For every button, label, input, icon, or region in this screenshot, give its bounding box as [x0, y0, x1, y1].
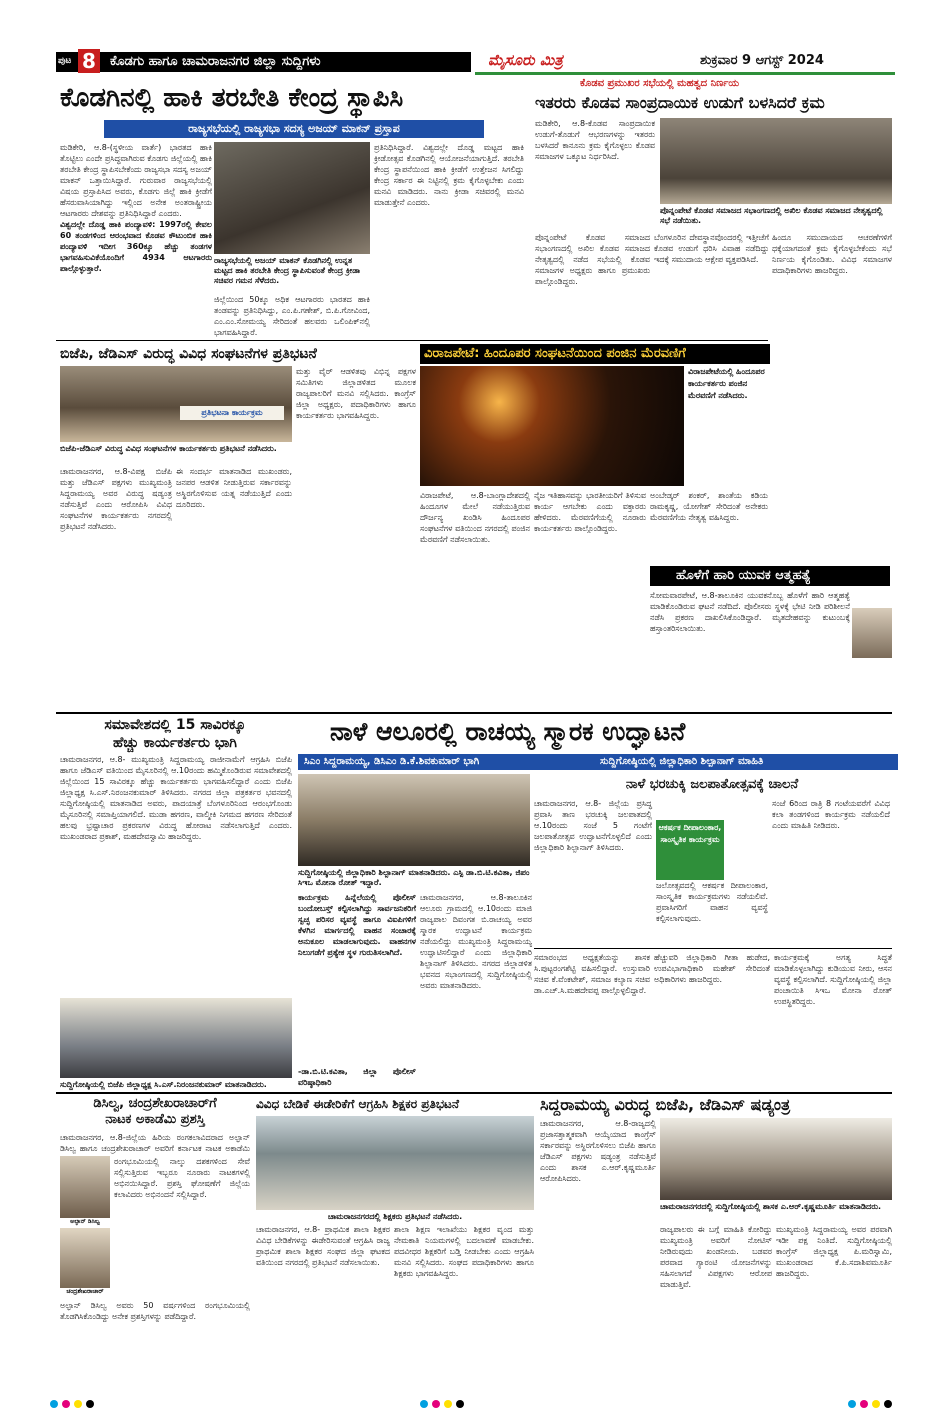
story1-photo [214, 142, 370, 254]
story3-photo-caption: ಬಿಜೆಪಿ-ಜೆಡಿಎಸ್ ವಿರುದ್ಧ ವಿವಿಧ ಸಂಘಟನೆಗಳ ಕಾರ್ಯಕರ್ತರು ಪ್ರತಿಭಟನೆ ನಡೆಸಿದರು. [60, 444, 277, 453]
page-label: ಪುಟ [58, 56, 72, 66]
story1-photo-caption: ರಾಜ್ಯಸಭೆಯಲ್ಲಿ ಅಜಯ್ ಮಾಕನ್ ಕೊಡಗಿನಲ್ಲಿ ಉನ್ನತ ಮಟ್ಟದ ಹಾಕಿ ತರಬೇತಿ ಕೇಂದ್ರ ಸ್ಥಾಪಿಸುವಂತೆ ಕೇಂದ್ರ ಕ್ರೀಡಾ ಸಚಿವರ ಗಮನ ಸೆಳೆದರು. [214, 256, 361, 285]
story8-col3: ಸಂಜೆ 6ರಿಂದ ರಾತ್ರಿ 8 ಗಂಟೆಯವರೆಗೆ ವಿವಿಧ ಕಲಾ ತಂಡಗಳಿಂದ ಕಾರ್ಯಕ್ರಮ ನಡೆಯಲಿದೆ ಎಂದು ಮಾಹಿತಿ ನೀಡಿದರು. [772, 799, 890, 830]
story11-col3: ಮುಖ್ಯಮಂತ್ರಿ ಸಿದ್ದರಾಮಯ್ಯ ಅವರ ಪರವಾಗಿ ಇಡೀ ಪಕ್ಷ ನಿಂತಿದೆ. ಸುದ್ದಿಗೋಷ್ಠಿಯಲ್ಲಿ ಕಾಂಗ್ರೆಸ್ ಜಿಲ್ಲಾಧ್ಯಕ್ಷ ಪಿ.ಮರಿಸ್ವಾಮಿ, ಮುಖಂಡರಾದ ಕೆ.ಪಿ.ಸದಾಶಿವಮೂರ್ತಿ ಹಾಜರಿದ್ದರು. [776, 1225, 892, 1278]
story7-subhead-2: ಸುದ್ದಿಗೋಷ್ಠಿಯಲ್ಲಿ ಜಿಲ್ಲಾಧಿಕಾರಿ ಶಿಲ್ಪಾನಾಗ್ ಮಾಹಿತಿ [594, 754, 898, 770]
story4-headline: ವಿರಾಜಪೇಟೆ: ಹಿಂದೂಪರ ಸಂಘಟನೆಯಿಂದ ಪಂಜಿನ ಮೆರವಣಿಗೆ [424, 346, 686, 361]
story9-body2: ರಂಗಭೂಮಿಯಲ್ಲಿ ನಾಲ್ಕು ದಶಕಗಳಿಂದ ಸೇವೆ ಸಲ್ಲಿಸುತ್ತಿರುವ ಇಬ್ಬರೂ ನೂರಾರು ನಾಟಕಗಳಲ್ಲಿ ಅಭಿನಯಿಸಿದ್ದಾರೆ. ಪ್ರಶಸ್ತಿ ಘೋಷಣೆಗೆ ಜಿಲ್ಲೆಯ ಕಲಾವಿದರು ಅಭಿನಂದನೆ ಸಲ್ಲಿಸಿದ್ದಾರೆ. [114, 1157, 250, 1199]
story2-col3: ಹಿಂದೂ ಸಮುದಾಯದ ಆಚರಣೆಗಳಿಗೆ ಧಕ್ಕೆಯಾಗದಂತೆ ಕ್ರಮ ಕೈಗೊಳ್ಳಬೇಕೆಂದು ಸಭೆ ನಿರ್ಣಯ ಕೈಗೊಂಡಿತು. ವಿವಿಧ ಸಮಾಜಗಳ ಪದಾಧಿಕಾರಿಗಳು ಹಾಜರಿದ್ದರು. [772, 233, 892, 275]
story2-photo-caption: ಪೊನ್ನಂಪೇಟೆ ಕೊಡವ ಸಮಾಜದ ಸಭಾಂಗಣದಲ್ಲಿ ಅಖಿಲ ಕೊಡವ ಸಮಾಜದ ನೇತೃತ್ವದಲ್ಲಿ ಸಭೆ ನಡೆಯಿತು. [660, 206, 883, 225]
story6-headline-line2: ಹೆಚ್ಚು ಕಾರ್ಯಕರ್ತರು ಭಾಗಿ [113, 735, 237, 751]
section-title: ಕೊಡಗು ಹಾಗೂ ಚಾಮರಾಜನಗರ ಜಿಲ್ಲಾ ಸುದ್ದಿಗಳು [110, 54, 321, 69]
story10-photo-caption: ಚಾಮರಾಜನಗರದಲ್ಲಿ ಶಿಕ್ಷಕರು ಪ್ರತಿಭಟನೆ ನಡೆಸಿದರು. [327, 1212, 463, 1221]
story1-headline: ಕೊಡಗಿನಲ್ಲಿ ಹಾಕಿ ತರಬೇತಿ ಕೇಂದ್ರ ಸ್ಥಾಪಿಸಿ [60, 83, 404, 113]
divider [56, 712, 892, 714]
story10-headline: ವಿವಿಧ ಬೇಡಿಕೆ ಈಡೇರಿಕೆಗೆ ಆಗ್ರಹಿಸಿ ಶಿಕ್ಷಕರ ಪ್ರತಿಭಟನೆ [256, 1097, 460, 1111]
registration-mark [872, 1400, 880, 1408]
story9-headline-line1: ಡಿಸಿಲ್ವ, ಚಂದ್ರಶೇಖರಾಚಾರ್‌ಗೆ [93, 1096, 217, 1111]
story2-col2: ಬೆಂಗಳೂರಿನ ದೇವಸ್ಥಾನವೊಂದರಲ್ಲಿ ಇತ್ತೀಚೆಗೆ ಕೊಡವ ಉಡುಗೆ ಧರಿಸಿ ವಿವಾಹ ನಡೆದಿದ್ದು ಇದಕ್ಕೆ ಸಮುದಾಯ ಆಕ್ಷೇಪ ವ್ಯಕ್ತಪಡಿಸಿದೆ. [654, 233, 769, 264]
story5-photo [852, 608, 892, 658]
story7-col2: ಸಮಾರಂಭದ ಅಧ್ಯಕ್ಷತೆಯನ್ನು ಶಾಸಕ ಸಿ.ಪುಟ್ಟರಂಗಶೆಟ್ಟಿ ವಹಿಸಲಿದ್ದಾರೆ. ಉಸ್ತುವಾರಿ ಸಚಿವ ಕೆ.ವೆಂಕಟೇಶ್, ಸಮಾಜ ಕಲ್ಯಾಣ ಸಚಿವ ಡಾ.ಎಚ್.ಸಿ.ಮಹದೇವಪ್ಪ ಪಾಲ್ಗೊಳ್ಳಲಿದ್ದಾರೆ. [534, 953, 650, 995]
story3-headline: ಬಿಜೆಪಿ, ಜೆಡಿಎಸ್ ವಿರುದ್ಧ ವಿವಿಧ ಸಂಘಟನೆಗಳ ಪ್ರತಿಭಟನೆ [60, 346, 317, 362]
story2-kicker: ಕೊಡವ ಪ್ರಮುಖರ ಸಭೆಯಲ್ಲಿ ಮಹತ್ವದ ನಿರ್ಣಯ [580, 78, 740, 89]
paper-name: ಮೈಸೂರು ಮಿತ್ರ [488, 51, 563, 69]
story7-headline: ನಾಳೆ ಆಲೂರಲ್ಲಿ ರಾಚಯ್ಯ ಸ್ಮಾರಕ ಉದ್ಘಾಟನೆ [330, 717, 686, 746]
story1-subhead: ರಾಜ್ಯಸಭೆಯಲ್ಲಿ ರಾಜ್ಯಸಭಾ ಸದಸ್ಯ ಅಜಯ್ ಮಾಕನ್ ಪ್ರಸ್ತಾಪ [104, 120, 484, 138]
registration-mark [50, 1400, 58, 1408]
story9-body3: ಅಲ್ಫಾನ್ ಡಿಸಿಲ್ವ ಅವರು 50 ವರ್ಷಗಳಿಂದ ರಂಗಭೂಮಿಯಲ್ಲಿ ತೊಡಗಿಸಿಕೊಂಡಿದ್ದು ಅನೇಕ ಪ್ರಶಸ್ತಿಗಳನ್ನು ಪಡೆದಿದ್ದಾರೆ. [60, 1301, 250, 1321]
page-number: 8 [78, 49, 100, 73]
registration-mark [86, 1400, 94, 1408]
masthead-underline [475, 72, 895, 75]
story9-photo-1 [60, 1156, 110, 1218]
story4-col2: ನೈಜ ಇತಿಹಾಸವನ್ನು ಭಾರತೀಯರಿಗೆ ತಿಳಿಸುವ ಕಾರ್ಯ ಆಗಬೇಕು ಎಂದು ವಕ್ತಾರರು ಹೇಳಿದರು. ಮೆರವಣಿಗೆಯಲ್ಲಿ ನೂರಾರು ಕಾರ್ಯಕರ್ತರು ಪಾಲ್ಗೊಂಡಿದ್ದರು. [534, 491, 646, 533]
story8-col1: ಚಾಮರಾಜನಗರ, ಆ.8- ಜಿಲ್ಲೆಯ ಪ್ರಸಿದ್ಧ ಪ್ರವಾಸಿ ತಾಣ ಭರಚುಕ್ಕಿ ಜಲಪಾತದಲ್ಲಿ ಆ.10ರಂದು ಸಂಜೆ 5 ಗಂಟೆಗೆ ಜಲಪಾತೋತ್ಸವ ಉದ್ಘಾಟನೆಗೊಳ್ಳಲಿದೆ ಎಂದು ಜಿಲ್ಲಾಧಿಕಾರಿ ಶಿಲ್ಪಾನಾಗ್ ತಿಳಿಸಿದರು. [534, 799, 652, 852]
registration-mark [884, 1400, 892, 1408]
story7-col1: ಚಾಮರಾಜನಗರ, ಆ.8-ತಾಲೂಕಿನ ಆಲೂರು ಗ್ರಾಮದಲ್ಲಿ ಆ.10ರಂದು ಮಾಜಿ ರಾಜ್ಯಪಾಲ ದಿವಂಗತ ಬಿ.ರಾಚಯ್ಯ ಅವರ ಸ್ಮಾರಕ ಉದ್ಘಾಟನೆ ಕಾರ್ಯಕ್ರಮ ನಡೆಯಲಿದ್ದು ಮುಖ್ಯಮಂತ್ರಿ ಸಿದ್ದರಾಮಯ್ಯ ಉದ್ಘಾಟಿಸಲಿದ್ದಾರೆ ಎಂದು ಜಿಲ್ಲಾಧಿಕಾರಿ ಶಿಲ್ಪಾನಾಗ್ ತಿಳಿಸಿದರು. ನಗರದ ಜಿಲ್ಲಾಡಳಿತ ಭವನದ ಸಭಾಂಗಣದಲ್ಲಿ ಸುದ್ದಿಗೋಷ್ಠಿಯಲ್ಲಿ ಅವರು ಮಾತನಾಡಿದರು. [420, 893, 532, 990]
story9-photo-2 [60, 1228, 110, 1288]
story9-name1: ಅಲ್ಫಾನ್ ಡಿಸಿಲ್ವ [70, 1218, 100, 1225]
story6-photo [60, 998, 292, 1078]
story2-col1: ಪೊನ್ನಂಪೇಟೆ ಕೊಡವ ಸಮಾಜದ ಸಭಾಂಗಣದಲ್ಲಿ ಅಖಿಲ ಕೊಡವ ಸಮಾಜದ ನೇತೃತ್ವದಲ್ಲಿ ನಡೆದ ಸಭೆಯಲ್ಲಿ ಕೊಡವ ಸಮಾಜಗಳ ಅಧ್ಯಕ್ಷರು ಹಾಗೂ ಪ್ರಮುಖರು ಪಾಲ್ಗೊಂಡಿದ್ದರು. [535, 233, 650, 286]
story4-col3: ಅಂಬೇಡ್ಕರ್ ಶಂಕರ್, ಶಾಂತೆಯ ಕಡಿಯ ರಾಮಕೃಷ್ಣ, ಯೋಗೇಶ್ ಸೇರಿದಂತೆ ಅನೇಕರು ಮೆರವಣಿಗೆಯ ನೇತೃತ್ವ ವಹಿಸಿದ್ದರು. [650, 491, 768, 522]
story3-col2: ಈ ಸಂದರ್ಭ ಮಾತನಾಡಿದ ಮುಖಂಡರು, ಜನಪರ ಆಡಳಿತ ನೀಡುತ್ತಿರುವ ಸರ್ಕಾರವನ್ನು ಅಸ್ಥಿರಗೊಳಿಸುವ ಯತ್ನ ನಡೆಯುತ್ತಿದೆ ಎಂದು ದೂರಿದರು. [176, 467, 292, 509]
story11-photo [660, 1118, 892, 1200]
story2-lead: ಮಡಿಕೇರಿ, ಆ.8-ಕೊಡವ ಸಾಂಪ್ರದಾಯಿಕ ಉಡುಗೆ-ತೊಡುಗೆ ಆಭರಣಗಳನ್ನು ಇತರರು ಬಳಸಿದರೆ ಕಾನೂನು ಕ್ರಮ ಕೈಗೊಳ್ಳಲು ಕೊಡವ ಸಮಾಜಗಳ ಒಕ್ಕೂಟ ನಿರ್ಧರಿಸಿದೆ. [535, 119, 655, 161]
story7-quote-by: -ಡಾ.ಬಿ.ಟಿ.ಕವಿತಾ, ಜಿಲ್ಲಾ ಪೊಲೀಸ್ ವರಿಷ್ಠಾಧಿಕಾರಿ [298, 1067, 416, 1087]
story3-photo [60, 366, 292, 442]
story7-subhead-1: ಸಿಎಂ ಸಿದ್ದರಾಮಯ್ಯ, ಡಿಸಿಎಂ ಡಿ.ಕೆ.ಶಿವಕುಮಾರ್ ಭಾಗಿ [298, 754, 594, 770]
story10-photo [256, 1116, 534, 1210]
story1-col3: ಪ್ರತಿನಿಧಿಸಿದ್ದಾರೆ. ವಿಶ್ವದಲ್ಲೇ ದೊಡ್ಡ ಮಟ್ಟದ ಹಾಕಿ ಕ್ರೀಡೋತ್ಸವ ಕೊಡಗಿನಲ್ಲಿ ಆಯೋಜನೆಯಾಗುತ್ತಿದೆ. ತರಬೇತಿ ಕೇಂದ್ರ ಸ್ಥಾಪನೆಯಿಂದ ಹಾಕಿ ಕ್ರೀಡೆಗೆ ಉತ್ತೇಜನ ಸಿಗಲಿದ್ದು ಕೇಂದ್ರ ಸರ್ಕಾರ ಈ ನಿಟ್ಟಿನಲ್ಲಿ ಕ್ರಮ ಕೈಗೊಳ್ಳಬೇಕು ಎಂದು ಮನವಿ ಮಾಡಿದರು. ನಾನು ಕ್ರೀಡಾ ಸಚಿವರಲ್ಲಿ ಮನವಿ ಮಾಡುತ್ತೇನೆ ಎಂದರು. [374, 143, 524, 207]
story1-col1: ಮಡಿಕೇರಿ, ಆ.8-(ಸ್ಥಳೀಯ ವಾರ್ತೆ) ಭಾರತದ ಹಾಕಿ ತೊಟ್ಟಿಲು ಎಂದೇ ಪ್ರಸಿದ್ಧವಾಗಿರುವ ಕೊಡಗು ಜಿಲ್ಲೆಯಲ್ಲಿ ಹಾಕಿ ತರಬೇತಿ ಕೇಂದ್ರ ಸ್ಥಾಪಿಸಬೇಕೆಂದು ರಾಜ್ಯಸಭಾ ಸದಸ್ಯ ಅಜಯ್ ಮಾಕನ್ ಒತ್ತಾಯಿಸಿದ್ದಾರೆ. ಗುರುವಾರ ರಾಜ್ಯಸಭೆಯಲ್ಲಿ ವಿಷಯ ಪ್ರಸ್ತಾಪಿಸಿದ ಅವರು, ಕೊಡಗು ಜಿಲ್ಲೆ ಹಾಕಿ ಕ್ರೀಡೆಗೆ ಹೆಸರುವಾಸಿಯಾಗಿದ್ದು ಇಲ್ಲಿಂದ ಅನೇಕ ಅಂತರಾಷ್ಟ್ರೀಯ ಆಟಗಾರರು ದೇಶವನ್ನು ಪ್ರತಿನಿಧಿಸಿದ್ದಾರೆ ಎಂದರು. ವಿಶ್ವದಲ್ಲೇ ದೊಡ್ಡ ಹಾಕಿ ಪಂದ್ಯಾವಳಿ: 1997ರಲ್ಲಿ ಕೇವಲ 60 ತಂಡಗಳಿಂದ ಆರಂಭವಾದ ಕೊಡವ ಕೌಟುಂಬಿಕ ಹಾಕಿ ಪಂದ್ಯಾವಳಿ ಇದೀಗ 360ಕ್ಕೂ ಹೆಚ್ಚು ತಂಡಗಳ ಭಾಗವಹಿಸುವಿಕೆಯೊಂದಿಗೆ 4934 ಆಟಗಾರರು ಪಾಲ್ಗೊಳ್ಳುತ್ತಾರೆ. [60, 143, 212, 273]
story11-headline: ಸಿದ್ದರಾಮಯ್ಯ ವಿರುದ್ಧ ಬಿಜೆಪಿ, ಜೆಡಿಎಸ್ ಷಡ್ಯಂತ್ರ [540, 1095, 791, 1114]
story4-col1: ವಿರಾಜಪೇಟೆ, ಆ.8-ಬಾಂಗ್ಲಾದೇಶದಲ್ಲಿ ಹಿಂದೂಗಳ ಮೇಲೆ ನಡೆಯುತ್ತಿರುವ ದೌರ್ಜನ್ಯ ಖಂಡಿಸಿ ಹಿಂದೂಪರ ಸಂಘಟನೆಗಳ ವತಿಯಿಂದ ನಗರದಲ್ಲಿ ಪಂಜಿನ ಮೆರವಣಿಗೆ ನಡೆಸಲಾಯಿತು. [420, 491, 530, 544]
story9-name2: ಚಂದ್ರಶೇಖರಾಚಾರ್ [66, 1288, 104, 1295]
issue-date: ಶುಕ್ರವಾರ 9 ಆಗಸ್ಟ್ 2024 [700, 53, 824, 68]
story5-headline: ಹೊಳೆಗೆ ಹಾರಿ ಯುವಕ ಆತ್ಮಹತ್ಯೆ [676, 568, 811, 583]
story7-quote: ಕಾರ್ಯಕ್ರಮ ಹಿನ್ನೆಲೆಯಲ್ಲಿ ಪೊಲೀಸ್ ಬಂದೋಬಸ್ತ್ ಕಲ್ಪಿಸಲಾಗಿದ್ದು ಸಾರ್ವಜನಿಕರಿಗೆ ಸ್ವಚ್ಛ ಪರಿಸರ ವ್ಯವಸ್ಥೆ ಹಾಗೂ ವಿಐಪಿಗಳಿಗೆ ಕೆಳಗಿನ ಮಾರ್ಗದಲ್ಲಿ ವಾಹನ ಸಂಚಾರಕ್ಕೆ ಅನುಕೂಲ ಮಾಡಲಾಗುವುದು. ವಾಹನಗಳ ನಿಲುಗಡೆಗೆ ಪ್ರತ್ಯೇಕ ಸ್ಥಳ ಗುರುತಿಸಲಾಗಿದೆ. [298, 893, 416, 957]
story9-body1: ಚಾಮರಾಜನಗರ, ಆ.8-ಜಿಲ್ಲೆಯ ಹಿರಿಯ ರಂಗಕಲಾವಿದರಾದ ಅಲ್ಫಾನ್ ಡಿಸಿಲ್ವ ಹಾಗೂ ಚಂದ್ರಶೇಖರಾಚಾರ್ ಅವರಿಗೆ ಕರ್ನಾಟಕ ನಾಟಕ ಅಕಾಡೆಮಿ [60, 1133, 250, 1153]
story4-photo [420, 366, 684, 486]
registration-mark [420, 1400, 428, 1408]
story8-box: ಆಕರ್ಷಕ ದೀಪಾಲಂಕಾರ, ಸಾಂಸ್ಕೃತಿಕ ಕಾರ್ಯಕ್ರಮ [656, 820, 724, 880]
story2-photo [660, 118, 892, 204]
story2-headline: ಇತರರು ಕೊಡವ ಸಾಂಪ್ರದಾಯಿಕ ಉಡುಗೆ ಬಳಸಿದರೆ ಕ್ರಮ [535, 93, 825, 112]
story11-photo-caption: ಚಾಮರಾಜನಗರದಲ್ಲಿ ಸುದ್ದಿಗೋಷ್ಠಿಯಲ್ಲಿ ಶಾಸಕ ಎ.ಆರ್.ಕೃಷ್ಣಮೂರ್ತಿ ಮಾತನಾಡಿದರು. [660, 1202, 882, 1211]
story7-photo-caption: ಸುದ್ದಿಗೋಷ್ಠಿಯಲ್ಲಿ ಜಿಲ್ಲಾಧಿಕಾರಿ ಶಿಲ್ಪಾನಾಗ್ ಮಾತನಾಡಿದರು. ಎಸ್ಪಿ ಡಾ.ಬಿ.ಟಿ.ಕವಿತಾ, ಜಿಪಂ ಸಿಇಒ ಮೋನಾ ರೋತ್ ಇದ್ದಾರೆ. [298, 868, 530, 887]
registration-mark [860, 1400, 868, 1408]
story7-col3: ಹೆಚ್ಚುವರಿ ಜಿಲ್ಲಾಧಿಕಾರಿ ಗೀತಾ ಹುಡೇದ, ಉಪವಿಭಾಗಾಧಿಕಾರಿ ಮಹೇಶ್ ಸೇರಿದಂತೆ ಅಧಿಕಾರಿಗಳು ಹಾಜರಿದ್ದರು. [654, 953, 770, 984]
story8-col2: ಜಲೋತ್ಸವದಲ್ಲಿ ಆಕರ್ಷಕ ದೀಪಾಲಂಕಾರ, ಸಾಂಸ್ಕೃತಿಕ ಕಾರ್ಯಕ್ರಮಗಳು ನಡೆಯಲಿವೆ. ಪ್ರವಾಸಿಗರಿಗೆ ವಾಹನ ವ್ಯವಸ್ಥೆ ಕಲ್ಪಿಸಲಾಗುವುದು. [656, 881, 768, 923]
story3-col1: ಚಾಮರಾಜನಗರ, ಆ.8-ವಿಪಕ್ಷ ಬಿಜೆಪಿ ಮತ್ತು ಜೆಡಿಎಸ್ ಪಕ್ಷಗಳು ಮುಖ್ಯಮಂತ್ರಿ ಸಿದ್ದರಾಮಯ್ಯ ಅವರ ವಿರುದ್ಧ ಷಡ್ಯಂತ್ರ ನಡೆಸುತ್ತಿವೆ ಎಂದು ಆರೋಪಿಸಿ ವಿವಿಧ ಸಂಘಟನೆಗಳ ಕಾರ್ಯಕರ್ತರು ನಗರದಲ್ಲಿ ಪ್ರತಿಭಟನೆ ನಡೆಸಿದರು. [60, 467, 172, 531]
story6-body: ಚಾಮರಾಜನಗರ, ಆ.8- ಮುಖ್ಯಮಂತ್ರಿ ಸಿದ್ದರಾಮಯ್ಯ ರಾಜೀನಾಮೆಗೆ ಆಗ್ರಹಿಸಿ ಬಿಜೆಪಿ ಹಾಗೂ ಜೆಡಿಎಸ್ ವತಿಯಿಂದ ಮೈಸೂರಿನಲ್ಲಿ ಆ.10ರಂದು ಹಮ್ಮಿಕೊಂಡಿರುವ ಸಮಾವೇಶದಲ್ಲಿ ಜಿಲ್ಲೆಯಿಂದ 15 ಸಾವಿರಕ್ಕೂ ಹೆಚ್ಚು ಕಾರ್ಯಕರ್ತರು ಭಾಗವಹಿಸಲಿದ್ದಾರೆ ಎಂದು ಬಿಜೆಪಿ ಜಿಲ್ಲಾಧ್ಯಕ್ಷ ಸಿ.ಎಸ್.ನಿರಂಜನಕುಮಾರ್ ತಿಳಿಸಿದರು. ನಗರದ ಜಿಲ್ಲಾ ಪತ್ರಕರ್ತರ ಭವನದಲ್ಲಿ ಸುದ್ದಿಗೋಷ್ಠಿಯಲ್ಲಿ ಮಾತನಾಡಿದ ಅವರು, ಪಾದಯಾತ್ರೆ ಬೆಂಗಳೂರಿನಿಂದ ಆರಂಭಗೊಂಡು ಮೈಸೂರಿನಲ್ಲಿ ಸಮಾಪ್ತಿಯಾಗಲಿದೆ. ಮುಡಾ ಹಗರಣ, ವಾಲ್ಮೀಕಿ ನಿಗಮದ ಹಗರಣ ಸೇರಿದಂತೆ ಹಲವು ಭ್ರಷ್ಟಾಚಾರ ಪ್ರಕರಣಗಳ ವಿರುದ್ಧ ಹೋರಾಟ ನಡೆಸಲಾಗುತ್ತಿದೆ ಎಂದರು. ಮುಖಂಡರಾದ ಪ್ರಕಾಶ್, ಮಹದೇವಸ್ವಾಮಿ ಹಾಜರಿದ್ದರು. [60, 755, 292, 841]
registration-mark [456, 1400, 464, 1408]
story7-col4: ಕಾರ್ಯಕ್ರಮಕ್ಕೆ ಅಗತ್ಯ ಸಿದ್ಧತೆ ಮಾಡಿಕೊಳ್ಳಲಾಗಿದ್ದು ಕುಡಿಯುವ ನೀರು, ಆಸನ ವ್ಯವಸ್ಥೆ ಕಲ್ಪಿಸಲಾಗಿದೆ. ಸುದ್ದಿಗೋಷ್ಠಿಯಲ್ಲಿ ಜಿಲ್ಲಾ ಪಂಚಾಯಿತಿ ಸಿಇಒ ಮೋನಾ ರೋತ್ ಉಪಸ್ಥಿತರಿದ್ದರು. [774, 953, 892, 1006]
registration-mark [62, 1400, 70, 1408]
story10-col2: ಶಾಲಾ ಶಿಕ್ಷಣ ಇಲಾಖೆಯು ಶಿಕ್ಷಕರ ವೃಂದ ಮತ್ತು ನೇಮಕಾತಿ ನಿಯಮಗಳಲ್ಲಿ ಬದಲಾವಣೆ ಮಾಡಬೇಕು. ಪದವೀಧರ ಶಿಕ್ಷಕರಿಗೆ ಬಡ್ತಿ ನೀಡಬೇಕು ಎಂದು ಆಗ್ರಹಿಸಿ ಮನವಿ ಸಲ್ಲಿಸಿದರು. ಸಂಘದ ಪದಾಧಿಕಾರಿಗಳು ಹಾಗೂ ಶಿಕ್ಷಕರು ಭಾಗವಹಿಸಿದ್ದರು. [394, 1225, 534, 1278]
registration-mark [74, 1400, 82, 1408]
story6-photo-caption: ಸುದ್ದಿಗೋಷ್ಠಿಯಲ್ಲಿ ಬಿಜೆಪಿ ಜಿಲ್ಲಾಧ್ಯಕ್ಷ ಸಿ.ಎಸ್.ನಿರಂಜನಕುಮಾರ್ ಮಾತನಾಡಿದರು. [60, 1080, 267, 1089]
story11-col1: ಚಾಮರಾಜನಗರ, ಆ.8-ರಾಜ್ಯದಲ್ಲಿ ಪ್ರಜಾಸತ್ತಾತ್ಮಕವಾಗಿ ಆಯ್ಕೆಯಾದ ಕಾಂಗ್ರೆಸ್ ಸರ್ಕಾರವನ್ನು ಅಸ್ಥಿರಗೊಳಿಸಲು ಬಿಜೆಪಿ ಹಾಗೂ ಜೆಡಿಎಸ್ ಪಕ್ಷಗಳು ಷಡ್ಯಂತ್ರ ನಡೆಸುತ್ತಿವೆ ಎಂದು ಶಾಸಕ ಎ.ಆರ್.ಕೃಷ್ಣಮೂರ್ತಿ ಆರೋಪಿಸಿದರು. [540, 1119, 656, 1183]
divider [56, 340, 768, 341]
story4-photo-caption: ವಿರಾಜಪೇಟೆಯಲ್ಲಿ ಹಿಂದೂಪರ ಕಾರ್ಯಕರ್ತರು ಪಂಜಿನ ಮೆರವಣಿಗೆ ನಡೆಸಿದರು. [688, 367, 765, 400]
story11-col2: ರಾಜ್ಯಪಾಲರು ಈ ಬಗ್ಗೆ ಮಾಹಿತಿ ಕೋರಿದ್ದು ಮುಖ್ಯಮಂತ್ರಿ ಅವರಿಗೆ ನೋಟಿಸ್ ನೀಡಿರುವುದು ಖಂಡನೀಯ. ಬಡವರ ಪರವಾದ ಗ್ಯಾರಂಟಿ ಯೋಜನೆಗಳನ್ನು ಸಹಿಸಲಾಗದೆ ವಿಪಕ್ಷಗಳು ಆರೋಪ ಮಾಡುತ್ತಿವೆ. [660, 1225, 772, 1289]
divider [534, 948, 892, 949]
story9-headline-line2: ನಾಟಕ ಅಕಾಡೆಮಿ ಪ್ರಶಸ್ತಿ [105, 1112, 205, 1127]
registration-mark [848, 1400, 856, 1408]
story7-photo [298, 774, 530, 866]
story5-body: ಸೋಮವಾರಪೇಟೆ, ಆ.8-ತಾಲೂಕಿನ ಯುವಕನೊಬ್ಬ ಹೊಳೆಗೆ ಹಾರಿ ಆತ್ಮಹತ್ಯೆ ಮಾಡಿಕೊಂಡಿರುವ ಘಟನೆ ನಡೆದಿದೆ. ಪೊಲೀಸರು ಸ್ಥಳಕ್ಕೆ ಭೇಟಿ ನೀಡಿ ಪರಿಶೀಲನೆ ನಡೆಸಿ ಪ್ರಕರಣ ದಾಖಲಿಸಿಕೊಂಡಿದ್ದಾರೆ. ಮೃತದೇಹವನ್ನು ಕುಟುಂಬಕ್ಕೆ ಹಸ್ತಾಂತರಿಸಲಾಯಿತು. [650, 591, 850, 633]
story3-banner: ಪ್ರತಿಭಟನಾ ಕಾರ್ಯಕ್ರಮ [180, 406, 284, 420]
registration-mark [444, 1400, 452, 1408]
story10-col1: ಚಾಮರಾಜನಗರ, ಆ.8- ಪ್ರಾಥಮಿಕ ಶಾಲಾ ಶಿಕ್ಷಕರ ವಿವಿಧ ಬೇಡಿಕೆಗಳನ್ನು ಈಡೇರಿಸುವಂತೆ ಆಗ್ರಹಿಸಿ ರಾಜ್ಯ ಪ್ರಾಥಮಿಕ ಶಾಲಾ ಶಿಕ್ಷಕರ ಸಂಘದ ಜಿಲ್ಲಾ ಘಟಕದ ವತಿಯಿಂದ ನಗರದಲ್ಲಿ ಪ್ರತಿಭಟನೆ ನಡೆಸಲಾಯಿತು. [256, 1225, 390, 1267]
registration-mark [432, 1400, 440, 1408]
story3-col3: ಮತ್ತು ವೈರ್ ಆಡಳಿತವು ವಿಭಿನ್ನ ಪಕ್ಷಗಳ ಸಮಿತಿಗಳು ಜಿಲ್ಲಾಡಳಿತದ ಮೂಲಕ ರಾಜ್ಯಪಾಲರಿಗೆ ಮನವಿ ಸಲ್ಲಿಸಿದರು. ಕಾಂಗ್ರೆಸ್ ಜಿಲ್ಲಾ ಅಧ್ಯಕ್ಷರು, ಪದಾಧಿಕಾರಿಗಳು ಹಾಗೂ ಕಾರ್ಯಕರ್ತರು ಭಾಗವಹಿಸಿದ್ದರು. [296, 367, 416, 420]
story6-headline-line1: ಸಮಾವೇಶದಲ್ಲಿ 15 ಸಾವಿರಕ್ಕೂ [104, 717, 246, 733]
story1-col2: ಜಿಲ್ಲೆಯಿಂದ 50ಕ್ಕೂ ಅಧಿಕ ಆಟಗಾರರು ಭಾರತದ ಹಾಕಿ ತಂಡವನ್ನು ಪ್ರತಿನಿಧಿಸಿದ್ದು, ಎಂ.ಪಿ.ಗಣೇಶ್, ಬಿ.ಪಿ.ಗೋವಿಂದ, ಎಂ.ಎಂ.ಸೋಮಯ್ಯ ಸೇರಿದಂತೆ ಹಲವರು ಒಲಿಂಪಿಕ್‌ನಲ್ಲಿ ಭಾಗವಹಿಸಿದ್ದಾರೆ. [214, 295, 370, 337]
story8-headline: ನಾಳೆ ಭರಚುಕ್ಕಿ ಜಲಪಾತೋತ್ಸವಕ್ಕೆ ಚಾಲನೆ [625, 777, 799, 792]
